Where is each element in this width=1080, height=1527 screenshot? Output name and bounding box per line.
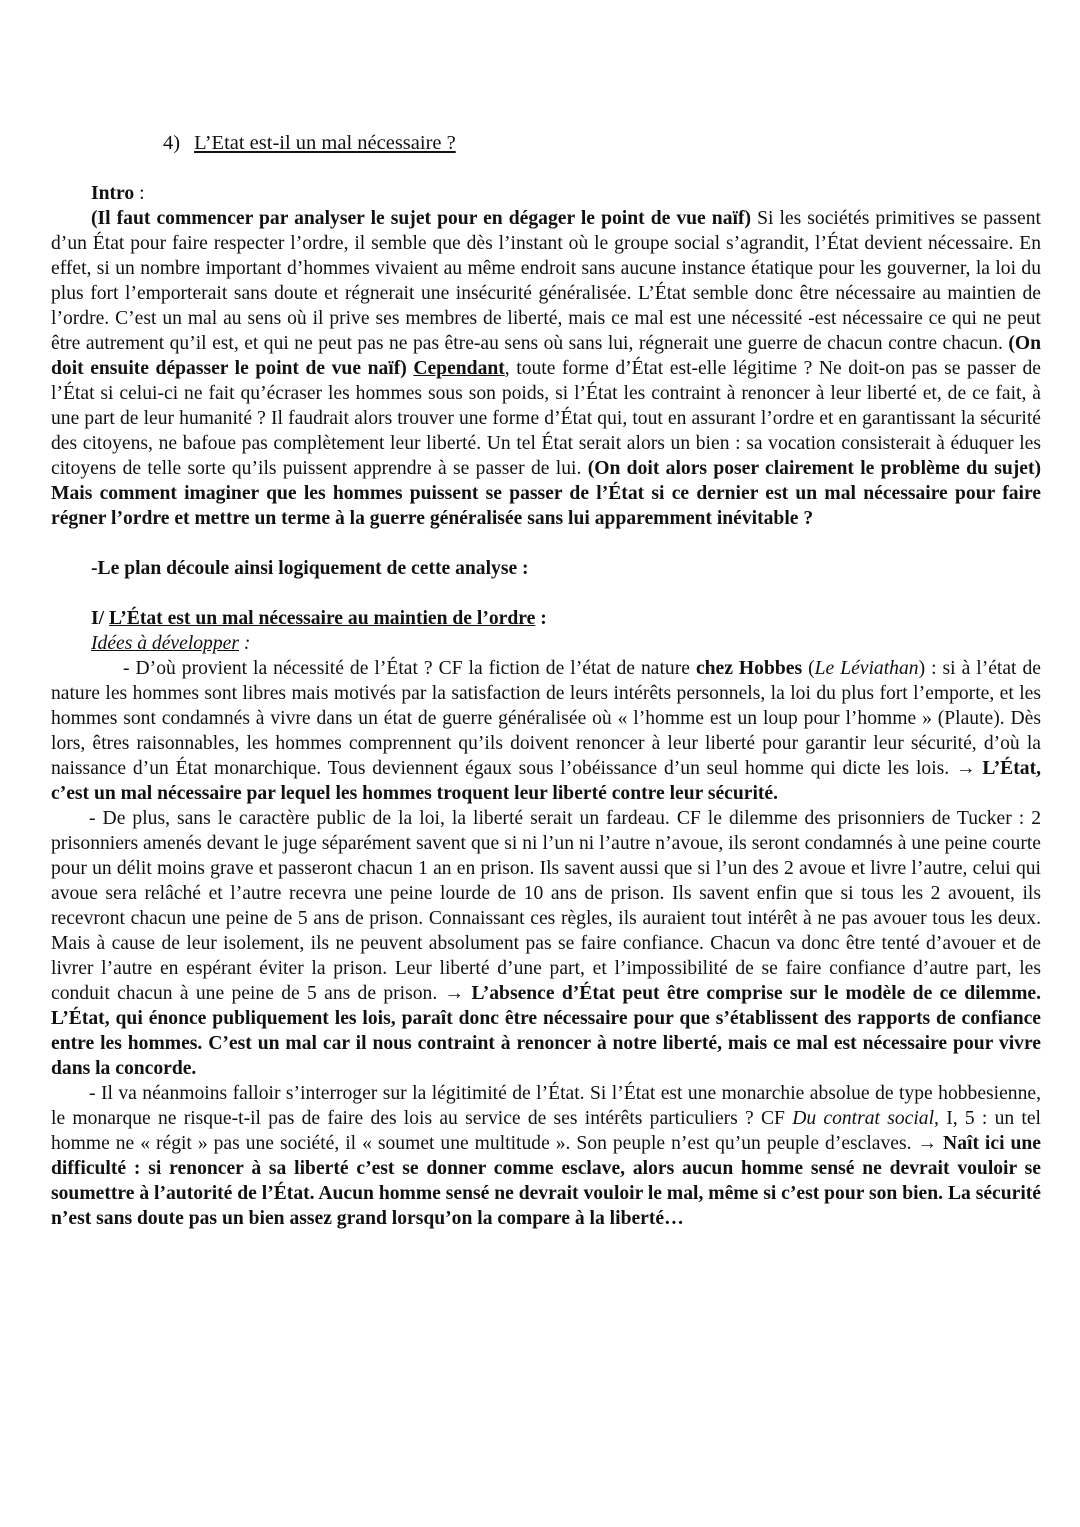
para-b-text-1: - De plus, sans le caractère public de la loi, la liberté serait un fardeau. CF le dilemme des prisonniers de Tucker : 2 prisonniers amenés devant le juge séparément savent que si ni l’un ni l’autre n’avoue, ils seront condamnés à une peine courte pour un délit moins grave et passeront chacun 1 an en prison. Ils savent aussi que si l’un des 2 avoue et livre l’autre, celui qui avoue sera relâché et l’autre recevra une peine lourde de 10 ans de prison. Ils savent enfin que si tous les 2 avouent, ils recevront chacun une peine de 5 ans de prison. Connaissant ces règles, ils auraient tout intérêt à ne pas avouer tous les deux. Mais à cause de leur isolement, ils ne peuvent absolument pas se faire confiance. Chacun va donc être tenté d’avouer et de livrer l’autre en espérant éviter la prison. Leur liberté d’une part, et l’impossibilité de se faire confiance d’autre part, les conduit chacun à une peine de 5 ans de prison. → xyxy=(51,808,1041,1004)
part-one-prefix: I/ xyxy=(91,608,109,629)
paragraph-tucker xyxy=(51,806,1041,1081)
intro-cependant: Cependant xyxy=(413,358,505,379)
part-one-title: L’État est un mal nécessaire au maintien de l’ordre xyxy=(108,608,536,629)
intro-method-note-1: (Il faut commencer par analyser le sujet pour en dégager le point de vue naïf) xyxy=(91,208,751,229)
section-title: L’Etat est-il un mal nécessaire ? xyxy=(194,132,456,154)
para-a-hobbes: chez Hobbes xyxy=(695,658,803,679)
plan-line: -Le plan découle ainsi logiquement de cette analyse : xyxy=(91,558,529,579)
intro-problem-statement: (On doit alors poser clairement le problème du sujet) Mais comment imaginer que les hommes puissent se passer de l’État si ce dernier est un mal nécessaire pour faire régner l’ordre et mettre un terme à la guerre généralisée sans lui apparemment inévitable ? xyxy=(51,458,1041,529)
section-heading xyxy=(163,131,456,156)
intro-text-2: , toute forme d’État est-elle légitime ? Ne doit-on pas se passer de l’État si celui-ci ne fait qu’écraser les hommes sous son poids, si l’État les contraint à renoncer à leur liberté et, de ce fait, à une part de leur humanité ? Il faudrait alors trouver une forme d’État qui, tout en assurant l’ordre et en garantissant la sécurité des citoyens, ne bafoue pas complètement leur liberté. Un tel État serait alors un bien : sa vocation consisterait à éduquer les citoyens de telle sorte qu’ils puissent apprendre à se passer de lui. xyxy=(51,358,1041,479)
intro-label-line xyxy=(51,181,1041,206)
para-c-contrat-social: Du contrat social xyxy=(792,1108,935,1129)
paragraph-hobbes xyxy=(51,656,1041,806)
ideas-label: Idées à développer xyxy=(91,633,239,654)
spacer xyxy=(51,581,1041,606)
para-c-text-2: , I, 5 : un tel homme ne « régit » pas une société, il « soumet une multitude ». Son peuple n’est qu’un peuple d’esclaves. → xyxy=(51,1108,1042,1154)
part-one-heading xyxy=(51,606,1041,631)
intro-paragraph xyxy=(51,206,1041,531)
para-a-conclusion: L’État, c’est un mal nécessaire par lequel les hommes troquent leur liberté contre leur sécurité. xyxy=(51,758,1041,804)
para-a-text-1: - D’où provient la nécessité de l’État ? CF la fiction de l’état de nature xyxy=(123,658,696,679)
para-a-text-2: ( xyxy=(802,658,815,679)
paragraph-legitimacy xyxy=(51,1081,1041,1231)
para-a-text-3: ) : si à l’état de nature les hommes sont libres mais motivés par la satisfaction de leurs intérêts personnels, la loi du plus fort l’emporte, et les hommes sont condamnés à vivre dans un état de guerre généralisée où « l’homme est un loup pour l’homme » (Plaute). Dès lors, êtres raisonnables, les hommes comprennent qu’ils doivent renoncer à leur liberté pour garantir leur sécurité, d’où la naissance d’un État monarchique. Tous deviennent égaux sous l’obéissance d’un seul homme qui dicte les lois. → xyxy=(51,658,1041,779)
para-c-conclusion: Naît ici une difficulté : si renoncer à sa liberté c’est se donner comme esclave, alors aucun homme sensé ne devrait vouloir se soumettre à l’autorité de l’État. Aucun homme sensé ne devrait vouloir le mal, même si c’est pour son bien. La sécurité n’est sans doute pas un bien assez grand lorsqu’on la compare à la liberté… xyxy=(51,1133,1041,1229)
section-number: 4) xyxy=(163,132,181,154)
intro-colon: : xyxy=(134,183,145,204)
para-b-conclusion: L’absence d’État peut être comprise sur le modèle de ce dilemme. L’État, qui énonce publiquement les lois, paraît donc être nécessaire pour que s’établissent des rapports de confiance entre les hommes. C’est un mal car il nous contraint à renoncer à notre liberté, mais ce mal est nécessaire pour vivre dans la concorde. xyxy=(51,983,1041,1079)
intro-method-note-2: (On doit ensuite dépasser le point de vue naïf) xyxy=(51,333,1041,379)
intro-text-1: Si les sociétés primitives se passent d’un État pour faire respecter l’ordre, il semble que dès l’instant où le groupe social s’agrandit, l’État devient nécessaire. En effet, si un nombre important d’hommes vivaient au même endroit sans aucune instance étatique pour les gouverner, la loi du plus fort l’emporterait sans doute et régnerait une insécurité généralisée. L’État semble donc être nécessaire au maintien de l’ordre. C’est un mal au sens où il prive ses membres de liberté, mais ce mal est une nécessité -est nécessaire ce qui ne peut être autrement qu’il est, et qui ne peut pas ne pas être-au sens où sans lui, régnerait une guerre de chacun contre chacun. xyxy=(51,208,1041,354)
ideas-label-line xyxy=(51,631,1041,656)
spacer xyxy=(51,531,1041,556)
document-body xyxy=(51,181,1041,1231)
para-a-leviathan: Le Léviathan xyxy=(814,658,919,679)
intro-label: Intro xyxy=(91,183,135,204)
part-one-colon: : xyxy=(535,608,547,629)
para-c-text-1: - Il va néanmoins falloir s’interroger sur la légitimité de l’État. Si l’État est une monarchie absolue de type hobbesienne, le monarque ne risque-t-il pas de faire des lois au service de ses intérêts particuliers ? CF xyxy=(51,1083,1041,1129)
ideas-colon: : xyxy=(238,633,251,654)
